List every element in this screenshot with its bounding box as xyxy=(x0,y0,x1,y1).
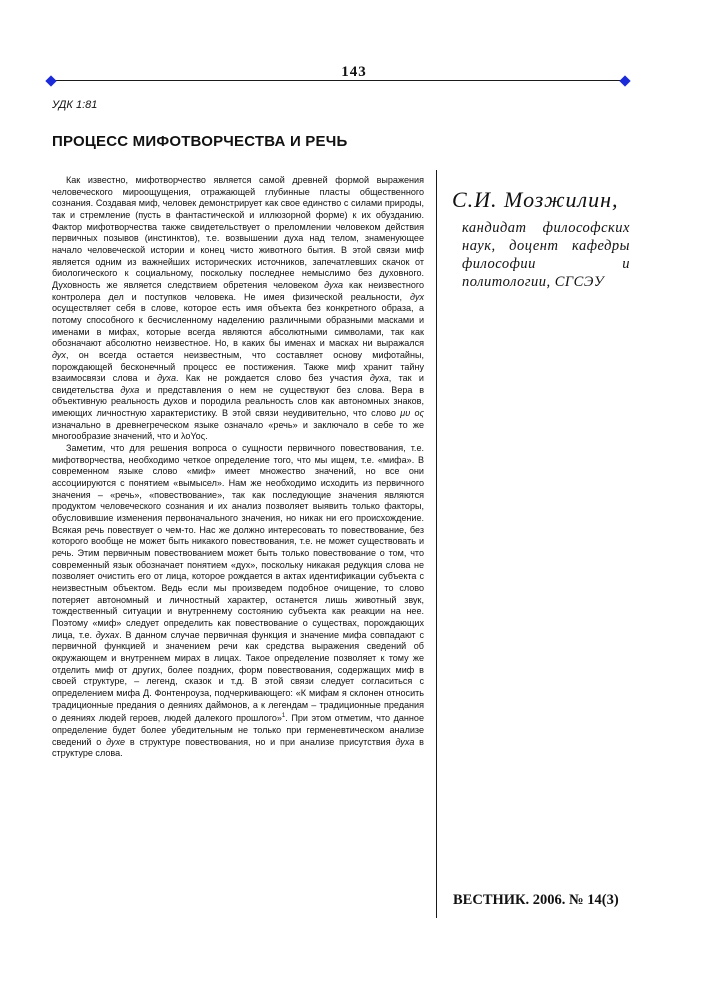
paragraph-1: Как известно, мифотворчество является самой древней формой выражения человеческого мироощущения, отражающей глубинные пласты общественного сознания. Создавая миф, человек демонстрирует как свое единство с силами природы, так и стремление (пусть в фантастической и иллюзорной форме) к их обузданию. Фактор мифотворчества также свидетельствует о преломлении человеком действия первичных позывов (инстинктов), т.е. возвышении духа над телом, знаменующее начало человеческой истории и конец чисто животного бытия. В этой связи миф является одним из важнейших исторических источников, запечатлевших скачок от биологического к социальному, поскольку последнее немыслимо без духовного. Духовность же является следствием обретения человеком духа как неизвестного контролера дел и поступков человека. Не имея физической реальности, дух осуществляет себя в слове, которое есть имя объекта без конкретного образа, а потому способного к бесчисленному наделению различными образными масками и именами в мифах, которые всегда являются абсолютными символами, так как обозначают абсолютно неизвестное. Но, в каких бы именах и масках ни выражался дух, он всегда остается неизвестным, что составляет основу мифотайны, порождающей бесконечный процесс ее постижения. Также миф хранит тайну взаимосвязи слова и духа. Как не рождается слово без участия духа, так и свидетельства духа и представления о нем не существуют без слова. Вера в объективную реальность духов и породила реальность слов как автономных знаков, имеющих личностную характеристику. В этой связи неудивительно, что слово μυ ος изначально в древнегреческом языке означало «речь» и заключало в себе то же многообразие значений, что и λοΥος. xyxy=(52,175,424,442)
footnote-marker: 1 xyxy=(281,713,286,720)
header-diamond-right xyxy=(619,75,630,86)
article-body xyxy=(52,175,424,760)
article-title: ПРОЦЕСС МИФОТВОРЧЕСТВА И РЕЧЬ xyxy=(52,133,348,150)
author-name: С.И. Мозжилин, xyxy=(452,187,619,212)
author-description: кандидат философских наук, доцент кафедры философии и политологии, СГСЭУ xyxy=(462,220,630,290)
journal-footer: ВЕСТНИК. 2006. № 14(3) xyxy=(453,892,619,908)
greek-word-mythos: μυ ος xyxy=(400,408,424,419)
paragraph-2: Заметим, что для решения вопроса о сущности первичного повествования, т.е. мифотворчества, необходимо четкое определение того, что мы ищем, т.е. «мифа». В современном языке слово «миф» имеет множество значений, но все они ассоциируются с понятием «вымысел». Нам же необходимо исходить из первичного значения – «речь», «повествование», так как последующие значения являются продуктом человеческого сознания и их анализ позволяет выявить только факторы, обусловившие изменения первоначального значения, но никак ни его происхождение. Всякая речь повествует о чем-то. Нас же должно интересовать то повествование, без которого вообще не может быть никакого повествования, т.е. не может существовать и речь. Этим первичным повествованием может быть только повествование о том, что современный язык обозначает понятием «дух», поскольку никакая редукция слова не позволяет очистить его от лица, которое рождается в актах идентификации субъекта с неизвестным объектом. Ведь если мы произведем подобное очищение, то слово потеряет автономный и личностный характер, останется лишь животный звук, тождественный ситуации и внутреннему состоянию субъекта как реакции на нее. Поэтому «миф» следует определить как повествование о существах, порождающих лица, т.е. духах. В данном случае первичная функция и значение мифа совпадают с первичной функцией и значением речи как средства выражения сведений об окружающем и внутреннем мирах в лицах. Такое определение позволяет к тому же отделить миф от других, более поздних, форм повествования, содержащих миф в своей структуре, – легенд, сказок и т.д. В этой связи следует согласиться с определением мифа Д. Фонтенроуза, подчеркивающего: «К мифам я склонен относить традиционные предания о деяниях даймонов, а к легендам – традиционные предания о деяниях людей героев, людей далекого прошлого»$^1$. При этом отметим, что данное определение будет более убедительным не только при герменевтическом анализе сведений о духе в структуре повествования, но и при анализе присутствия духа в структуре слова. xyxy=(52,443,424,759)
header-diamond-left xyxy=(45,75,56,86)
udk-code: УДК 1:81 xyxy=(52,99,98,111)
header-rule xyxy=(52,80,624,81)
column-divider xyxy=(436,170,437,918)
page-number: 143 xyxy=(341,64,367,80)
greek-word-logos: λοΥος xyxy=(181,431,206,442)
